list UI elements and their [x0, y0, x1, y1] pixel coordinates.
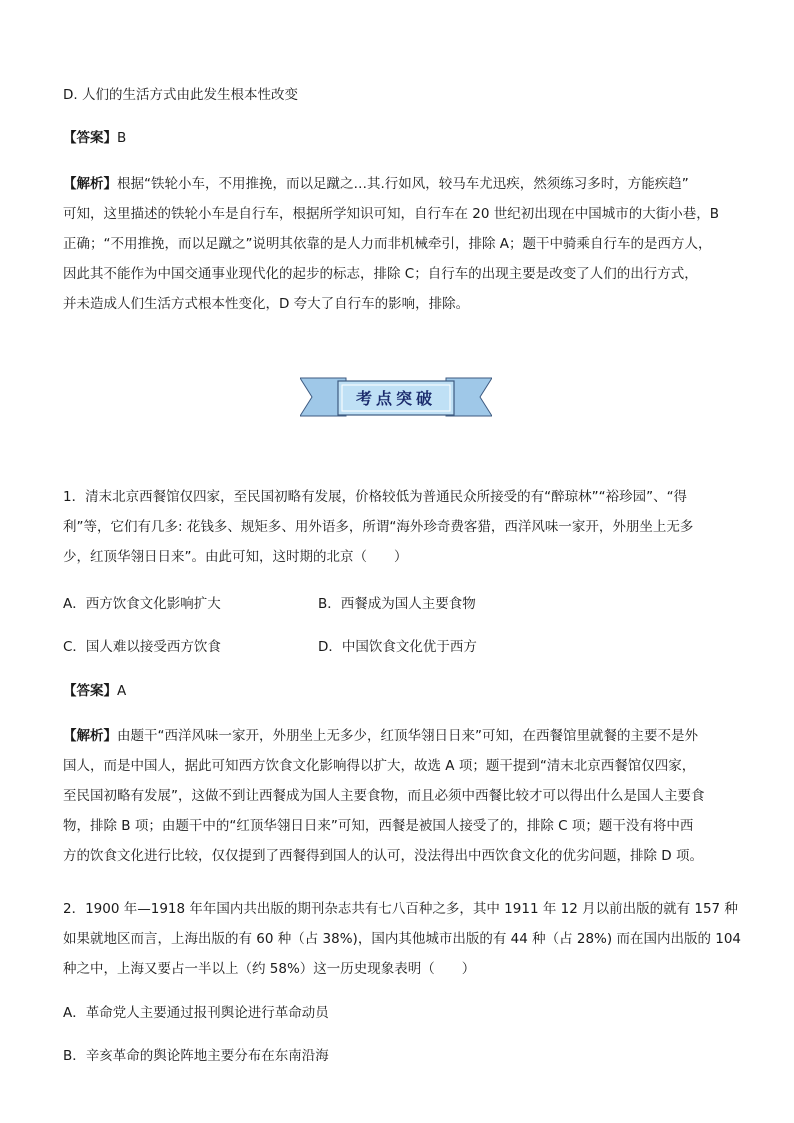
- q1-option-b[interactable]: B．西餐成为国人主要食物: [318, 596, 476, 612]
- banner-title: 考点突破: [355, 389, 437, 408]
- q2-option-a[interactable]: A．革命党人主要通过报刊舆论进行革命动员: [63, 1005, 329, 1021]
- q1-answer: [63, 681, 126, 701]
- q1-option-a[interactable]: A．西方饮食文化影响扩大: [63, 596, 221, 612]
- q1-option-c[interactable]: C．国人难以接受西方饮食: [63, 639, 221, 655]
- q1-analysis: [63, 721, 743, 871]
- prev-answer: [63, 128, 126, 148]
- analysis-line: 正确；“不用推挽，而以足蹴之”说明其依靠的是人力而非机械牵引，排除 A；题干中骑乘自行车的是西方人，: [63, 236, 712, 252]
- stem-line: 如果就地区而言，上海出版的有 60 种（占 38%)，国内其他城市出版的有 44 种（占 28%) 而在国内出版的 104: [63, 931, 741, 947]
- q1-stem: [63, 482, 743, 572]
- prev-analysis: [63, 169, 743, 319]
- analysis-line: 方的饮食文化进行比较，仅仅提到了西餐得到国人的认可，没法得出中西饮食文化的优劣问题，排除 D 项。: [63, 848, 703, 864]
- prev-option-d: D. 人们的生活方式由此发生根本性改变: [63, 87, 298, 103]
- analysis-label: 【解析】: [63, 728, 117, 744]
- stem-line: 利”等，它们有几多: 花钱多、规矩多、用外语多，所谓“海外珍奇费客猎，西洋风味一家开，外朋坐上无多: [63, 519, 694, 535]
- analysis-line: 【解析】由题干“西洋风味一家开，外朋坐上无多少，红顶华翎日日来”可知，在西餐馆里就餐的主要不是外: [63, 728, 698, 744]
- stem-line: 少，红顶华翎日日来”。由此可知，这时期的北京（ ）: [63, 549, 408, 565]
- stem-line: 1．清末北京西餐馆仅四家，至民国初略有发展，价格较低为普通民众所接受的有“醉琼林”“裕珍园”、“得: [63, 489, 688, 505]
- analysis-line: 【解析】根据“铁轮小车，不用推挽，而以足蹴之…其.行如风，较马车尤迅疾，然须练习多时，方能疾趋”: [63, 176, 689, 192]
- stem-line: 种之中，上海又要占一半以上（约 58%）这一历史现象表明（ ）: [63, 961, 476, 977]
- answer-value: B: [117, 130, 127, 146]
- analysis-label: 【解析】: [63, 176, 117, 192]
- q2-stem: [63, 894, 743, 984]
- analysis-line: 因此其不能作为中国交通事业现代化的起步的标志，排除 C；自行车的出现主要是改变了人们的出行方式，: [63, 266, 698, 282]
- analysis-line: 并未造成人们生活方式根本性变化，D 夸大了自行车的影响，排除。: [63, 296, 470, 312]
- answer-label: 【答案】: [63, 683, 117, 699]
- q1-option-d[interactable]: D．中国饮食文化优于西方: [318, 639, 477, 655]
- section-banner: [300, 376, 492, 420]
- analysis-line: 至民国初略有发展”，这做不到让西餐成为国人主要食物，而且必须中西餐比较才可以得出什么是国人主要食: [63, 788, 705, 804]
- answer-label: 【答案】: [63, 130, 117, 146]
- analysis-line: 可知，这里描述的铁轮小车是自行车，根据所学知识可知，自行车在 20 世纪初出现在中国城市的大街小巷，B: [63, 206, 720, 222]
- q2-option-b[interactable]: B．辛亥革命的舆论阵地主要分布在东南沿海: [63, 1048, 329, 1064]
- analysis-line: 国人，而是中国人，据此可知西方饮食文化影响得以扩大，故选 A 项；题干提到“清末北京西餐馆仅四家，: [63, 758, 696, 774]
- analysis-line: 物，排除 B 项；由题干中的“红顶华翎日日来”可知，西餐是被国人接受了的，排除 C 项；题干没有将中西: [63, 818, 694, 834]
- stem-line: 2．1900 年—1918 年年国内共出版的期刊杂志共有七八百种之多，其中 1911 年 12 月以前出版的就有 157 种: [63, 901, 738, 917]
- answer-value: A: [117, 683, 127, 699]
